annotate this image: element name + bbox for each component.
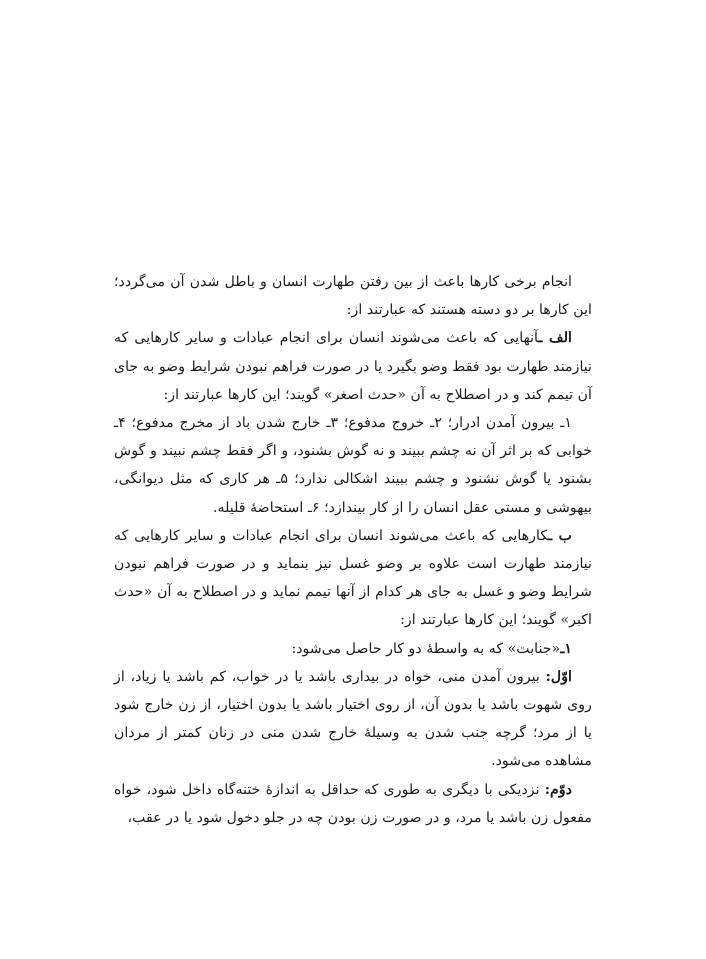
be-text: کارهایی که باعث می‌شوند انسان برای انجام عبادات و سایر کارهایی که نیازمند طهارت است علاوه بر وضو غسل نیز بنماید و در صورت فراهم نبودن شرایط وضو و غسل به جای هر کدام از آنها تیمم نماید و در اصطلاح به آن «حدث اکبر» گویند؛ این کارها عبارتند از: xyxy=(114,527,592,629)
alef-text: آنهایی که باعث می‌شوند انسان برای انجام عبادات و سایر کارهایی که نیازمند طهارت بود فقط وضو بگیرد یا در صورت فراهم نبودن شرایط وضو به جای آن تیمم کند و در اصطلاح به آن «حدث اصغر» گویند؛ این کارها عبارتند از: xyxy=(114,330,592,403)
janabat-text: «جنابت» که به واسطهٔ دو کار حاصل می‌شود: xyxy=(291,640,561,657)
janabat-paragraph xyxy=(114,635,592,663)
alef-paragraph xyxy=(114,324,592,409)
be-paragraph xyxy=(114,522,592,635)
document-page xyxy=(114,268,592,832)
intro-paragraph: انجام برخی کارها باعث از بین رفتن طهارت انسان و باطل شدن آن می‌گردد؛ این کارها بر دو دسته هستند که عبارتند از: xyxy=(114,274,592,319)
avval-text: بیرون آمدن منی، خواه در بیداری باشد یا در خواب، کم باشد یا زیاد، از روی شهوت باشد یا بدون آن، از روی اختیار باشد یا بدون اختیار، از زن خارج شود یا از مرد؛ گرچه جنب شدن به وسیلهٔ خارج شدن منی در زنان کمتر از مردان مشاهده می‌شود. xyxy=(114,668,592,770)
be-label: ب ـ xyxy=(548,527,573,544)
alef-label: الف ـ xyxy=(538,330,572,347)
avval-label: اوّل: xyxy=(545,668,572,685)
list-paragraph: ۱ـ بیرون آمدن ادرار؛ ۲ـ خروج مدفوع؛ ۳ـ خارج شدن باد از مخرج مدفوع؛ ۴ـ خوابی که بر اثر آن نه چشم ببیند و نه گوش بشنود، و اگر فقط چشم نبیند و گوش بشنود یا گوش نشنود و چشم ببیند اشکالی ندارد؛ ۵ـ هر کاری که مثل دیوانگی، بیهوشی و مستی عقل انسان را از کار بیندازد؛ ۶ـ استحاضهٔ قلیله. xyxy=(114,415,592,516)
avval-paragraph xyxy=(114,663,592,776)
dovvom-paragraph xyxy=(114,776,592,832)
janabat-label: ۱ـ xyxy=(560,640,572,657)
dovvom-label: دوّم: xyxy=(544,781,572,798)
dovvom-text: نزدیکی با دیگری به طوری که حداقل به اندازهٔ ختنه‌گاه داخل شود، خواه مفعول زن باشد یا مرد، و در صورت زن بودن چه در جلو دخول شود یا در عقب، xyxy=(114,781,592,826)
